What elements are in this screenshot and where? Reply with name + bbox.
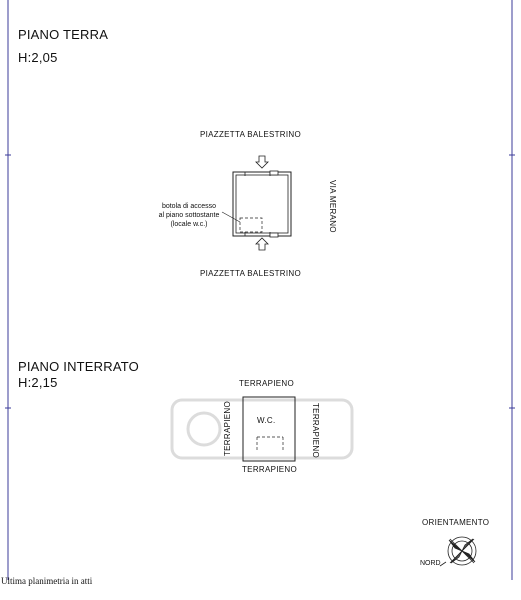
basement-bottom-label: TERRAPIENO [242,465,298,474]
basement-top-label: TERRAPIENO [239,379,295,388]
ground-floor-title: PIANO TERRA [18,27,109,42]
basement-height: H:2,15 [18,375,58,390]
hatch-note [143,202,235,229]
entry-arrow-top [256,156,268,168]
basement-left-label: TERRAPIENO [223,401,232,457]
watermark-logo [172,400,352,458]
basement-title: PIANO INTERRATO [18,359,139,374]
sheet-frame [5,0,515,580]
ground-bottom-street-label: PIAZZETTA BALESTRINO [200,269,301,278]
orientation-title: ORIENTAMENTO [422,518,490,527]
ground-side-street-label: VIA MERANO [328,180,337,233]
hatch-note-line: botola di accesso [161,203,217,210]
hatch-note-line: (locale w.c.) [170,221,208,228]
basement-right-label: TERRAPIENO [311,403,320,459]
ground-floor-height: H:2,05 [18,50,58,65]
hatch-note-line: al piano sottostante [158,212,220,219]
footer-note: Ultima planimetria in atti [1,576,93,586]
north-compass-icon [440,537,476,566]
room-label-wc: W.C. [257,416,276,425]
ground-top-street-label: PIAZZETTA BALESTRINO [200,130,301,139]
entry-arrow-bottom [256,238,268,250]
north-label: NORD [420,560,441,567]
basement-room [243,397,295,461]
